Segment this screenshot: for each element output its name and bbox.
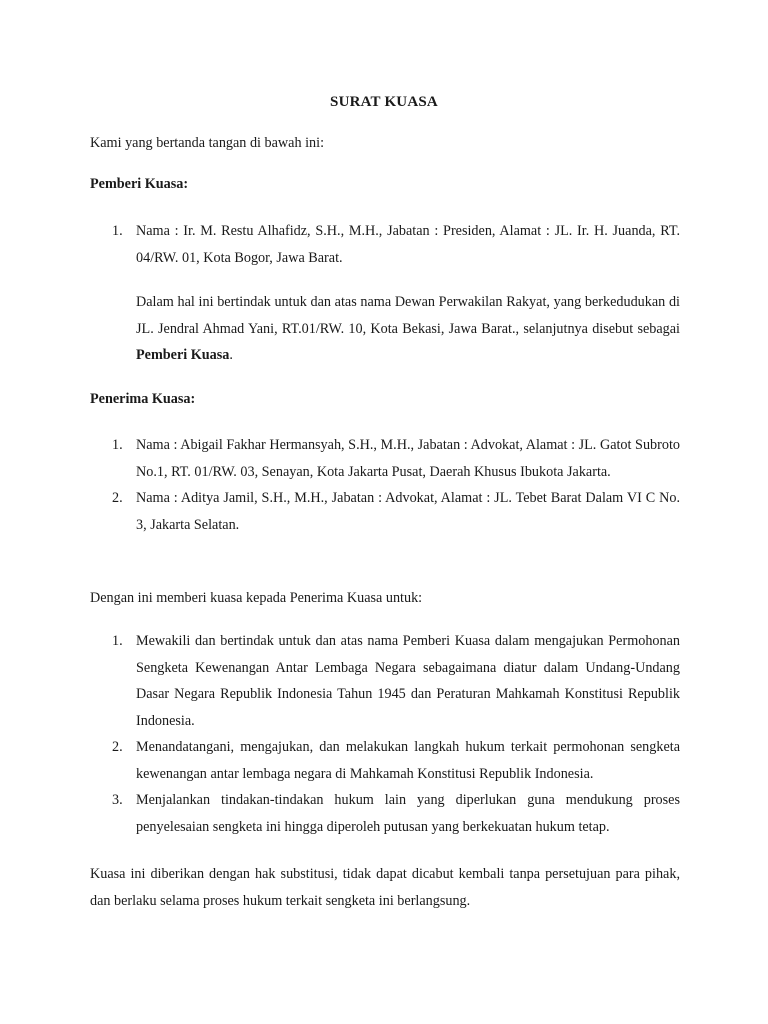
list-item xyxy=(90,485,680,538)
pemberi-kuasa-detail xyxy=(136,289,680,369)
list-item xyxy=(90,787,680,840)
penerima-kuasa-list xyxy=(90,432,680,538)
list-number: 1. xyxy=(112,437,123,453)
pemberi-kuasa-heading: Pemberi Kuasa: xyxy=(90,176,189,192)
list-number: 2. xyxy=(112,490,123,506)
intro-text: Kami yang bertanda tangan di bawah ini: xyxy=(90,135,325,151)
list-item-text: Nama : Abigail Fakhar Hermansyah, S.H., M.H., Jabatan : Advokat, Alamat : JL. Gatot Subroto No.1, RT. 01/RW. 03, Senayan, Kota Jakarta Pusat, Daerah Khusus Ibukota Jakarta. xyxy=(136,437,680,480)
list-item-text: Nama : Aditya Jamil, S.H., M.H., Jabatan : Advokat, Alamat : JL. Tebet Barat Dalam VI C No. 3, Jakarta Selatan. xyxy=(136,490,680,533)
detail-text: Dalam hal ini bertindak untuk dan atas nama Dewan Perwakilan Rakyat, yang berkedudukan di JL. Jendral Ahmad Yani, RT.01/RW. 10, Kota Bekasi, Jawa Barat., selanjutnya disebut sebagai xyxy=(136,294,680,337)
detail-bold-text: Pemberi Kuasa xyxy=(136,347,230,363)
list-item xyxy=(90,218,680,271)
document-title: SURAT KUASA xyxy=(330,94,438,110)
list-item xyxy=(90,734,680,787)
kuasa-list xyxy=(90,628,680,840)
list-item-text: Menjalankan tindakan-tindakan hukum lain yang diperlukan guna mendukung proses penyelesaian sengketa ini hingga diperoleh putusan yang berkekuatan hukum tetap. xyxy=(136,792,680,835)
list-item xyxy=(90,432,680,485)
list-item-text: Menandatangani, mengajukan, dan melakukan langkah hukum terkait permohonan sengketa kewenangan antar lembaga negara di Mahkamah Konstitusi Republik Indonesia. xyxy=(136,739,680,782)
detail-text-end: . xyxy=(229,347,233,363)
list-number: 2. xyxy=(112,739,123,755)
list-item-text: Nama : Ir. M. Restu Alhafidz, S.H., M.H., Jabatan : Presiden, Alamat : JL. Ir. H. Juanda, RT. 04/RW. 01, Kota Bogor, Jawa Barat. xyxy=(136,223,680,266)
closing-text: Kuasa ini diberikan dengan hak substitusi, tidak dapat dicabut kembali tanpa persetujuan para pihak, dan berlaku selama proses hukum terkait sengketa ini berlangsung. xyxy=(90,866,680,909)
list-number: 1. xyxy=(112,223,123,239)
kuasa-intro-text: Dengan ini memberi kuasa kepada Penerima Kuasa untuk: xyxy=(90,590,423,606)
list-number: 1. xyxy=(112,633,123,649)
list-number: 3. xyxy=(112,792,123,808)
penerima-kuasa-heading: Penerima Kuasa: xyxy=(90,391,196,407)
list-item-text: Mewakili dan bertindak untuk dan atas nama Pemberi Kuasa dalam mengajukan Permohonan Sengketa Kewenangan Antar Lembaga Negara sebagaimana diatur dalam Undang-Undang Dasar Negara Republik Indonesia Tahun 1945 dan Peraturan Mahkamah Konstitusi Republik Indonesia. xyxy=(136,633,680,729)
list-item xyxy=(90,628,680,734)
pemberi-kuasa-list xyxy=(90,218,680,271)
